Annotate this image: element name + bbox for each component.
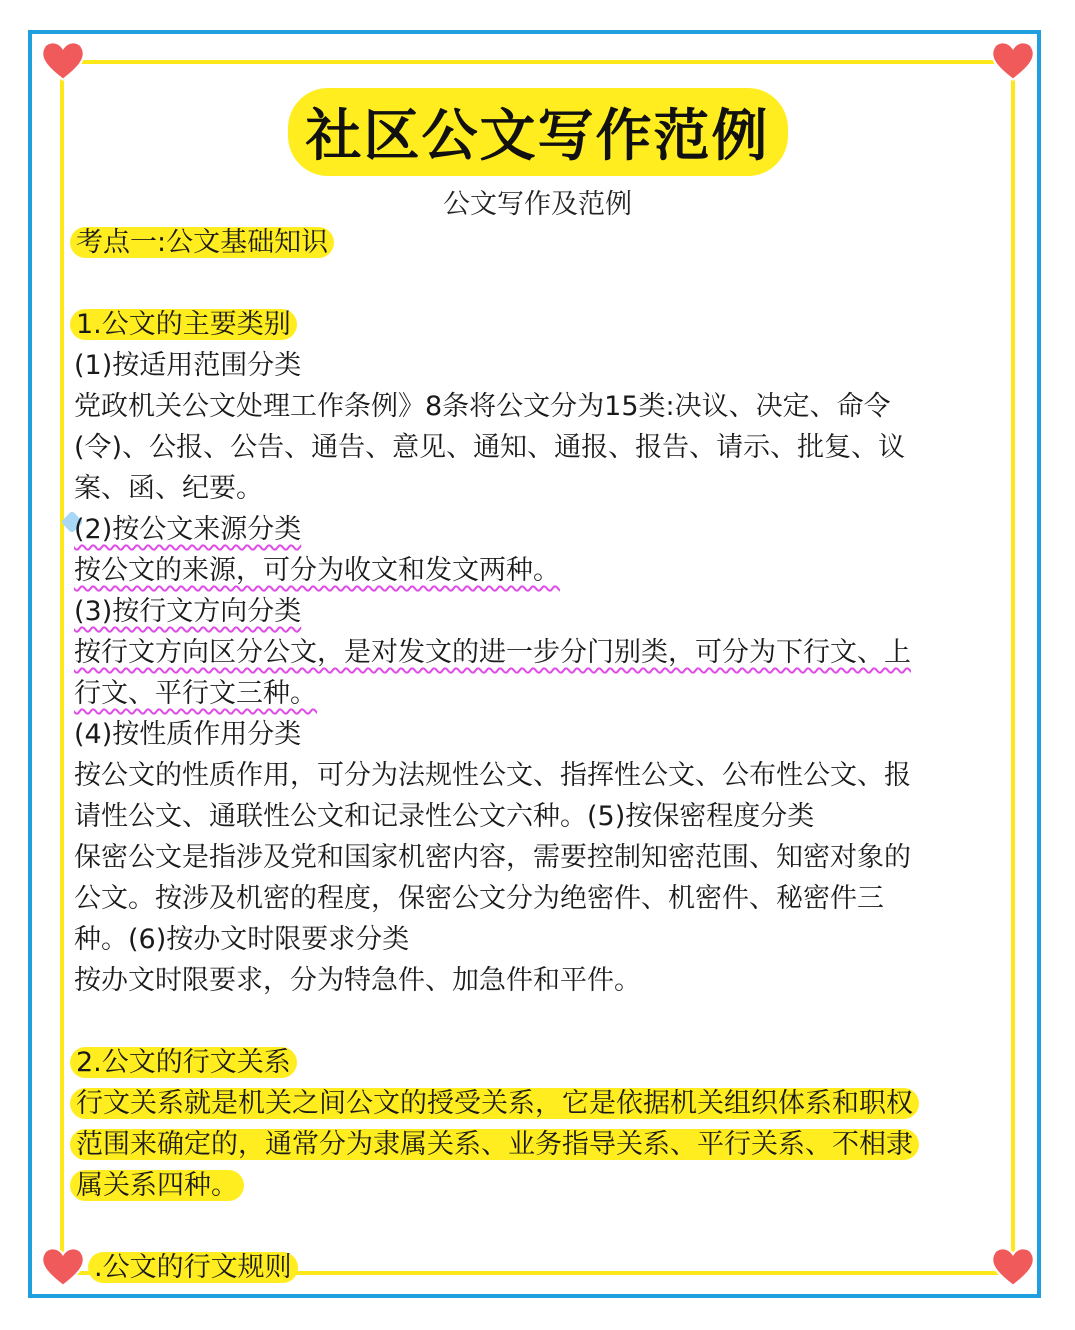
paragraph-line: 按办文时限要求，分为特急件、加急件和平件。 bbox=[74, 965, 641, 996]
paragraph-line: 行文关系就是机关之间公文的授受关系，它是依据机关组织体系和职权 bbox=[70, 1088, 919, 1119]
title-container bbox=[0, 88, 1075, 176]
paragraph-line: 公文。按涉及机密的程度，保密公文分为绝密件、机密件、秘密件三 bbox=[74, 883, 884, 914]
heart-icon-top-right bbox=[990, 38, 1036, 84]
part1-sub1-heading: (1)按适用范围分类 bbox=[74, 350, 302, 381]
part1-sub2-heading: (2)按公文来源分类 bbox=[74, 514, 302, 545]
heart-icon-top-left bbox=[40, 38, 86, 84]
paragraph-line: 行文、平行文三种。 bbox=[74, 678, 317, 709]
paragraph-line: (令)、公报、公告、通告、意见、通知、通报、报告、请示、批复、议 bbox=[74, 432, 906, 463]
paragraph-line: 请性公文、通联性公文和记录性公文六种。(5)按保密程度分类 bbox=[74, 801, 815, 832]
paragraph-line: 属关系四种。 bbox=[70, 1170, 244, 1201]
paragraph-line: 按公文的来源，可分为收文和发文两种。 bbox=[74, 555, 560, 586]
paragraph-line: 保密公文是指涉及党和国家机密内容，需要控制知密范围、知密对象的 bbox=[74, 842, 911, 873]
paragraph-line: 按公文的性质作用，可分为法规性公文、指挥性公文、公布性公文、报 bbox=[74, 760, 911, 791]
heart-icon-bottom-right bbox=[990, 1244, 1036, 1290]
page-title: 社区公文写作范例 bbox=[288, 88, 788, 176]
section-heading-1: 考点一:公文基础知识 bbox=[70, 227, 334, 258]
paragraph-line: 按行文方向区分公文，是对发文的进一步分门别类，可分为下行文、上 bbox=[74, 637, 911, 668]
paragraph-line: 案、函、纪要。 bbox=[74, 473, 263, 504]
part3-heading: .公文的行文规则 bbox=[88, 1252, 298, 1283]
part1-sub4-heading: (4)按性质作用分类 bbox=[74, 719, 302, 750]
part2-heading: 2.公文的行文关系 bbox=[70, 1047, 297, 1078]
paragraph-line: 种。(6)按办文时限要求分类 bbox=[74, 924, 410, 955]
paragraph-line: 党政机关公文处理工作条例》8条将公文分为15类:决议、决定、命令 bbox=[74, 391, 891, 422]
paragraph-line: 范围来确定的，通常分为隶属关系、业务指导关系、平行关系、不相隶 bbox=[70, 1129, 919, 1160]
page-subtitle: 公文写作及范例 bbox=[443, 189, 632, 220]
part1-sub3-heading: (3)按行文方向分类 bbox=[74, 596, 302, 627]
document-body bbox=[74, 222, 984, 1288]
part1-heading: 1.公文的主要类别 bbox=[70, 309, 297, 340]
